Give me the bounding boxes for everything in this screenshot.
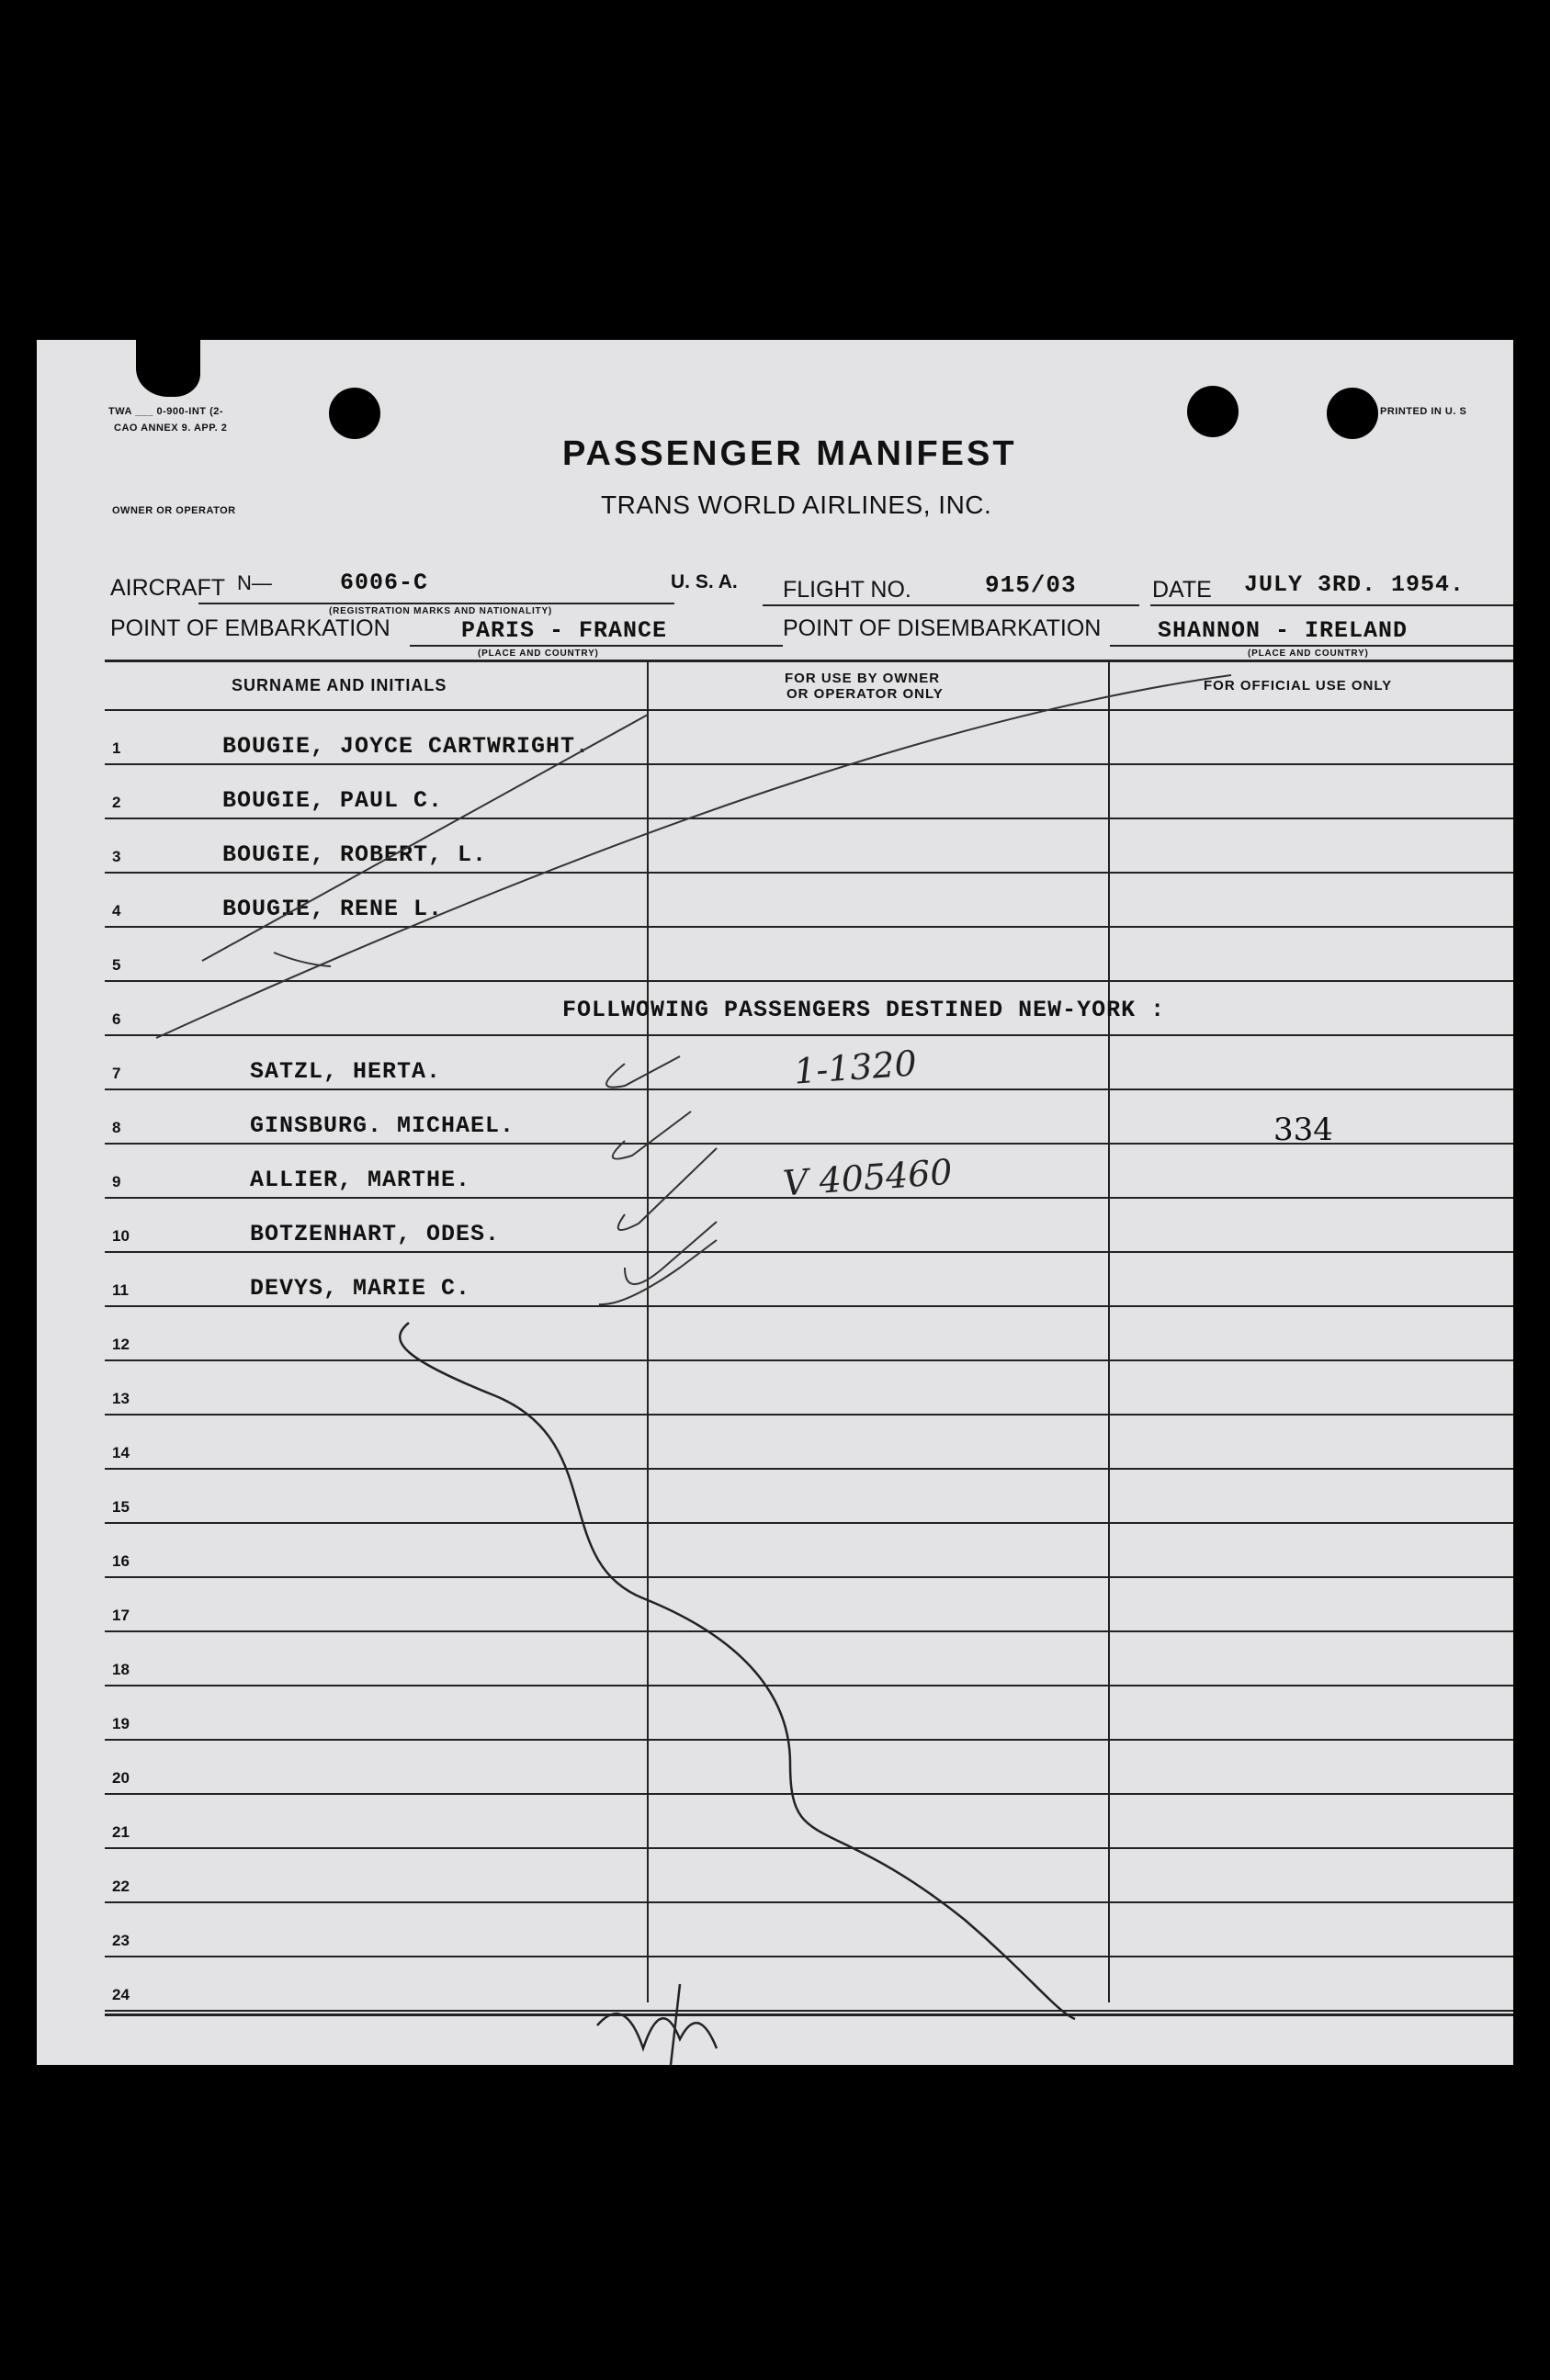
row-number: 7 <box>112 1065 121 1082</box>
row-number: 13 <box>112 1390 130 1407</box>
manifest-page <box>37 340 1513 2065</box>
row-number: 17 <box>112 1607 130 1624</box>
embark-caption: (PLACE AND COUNTRY) <box>478 649 599 659</box>
wavy-line <box>400 1323 1075 2019</box>
col-header-owner-line1: FOR USE BY OWNER <box>785 671 941 686</box>
flight-label: FLIGHT NO. <box>783 577 911 603</box>
following-passengers-note: FOLLWOWING PASSENGERS DESTINED NEW-YORK : <box>562 997 1166 1023</box>
country-label: U. S. A. <box>671 571 738 592</box>
row-number: 20 <box>112 1769 130 1787</box>
owner-label: OWNER OR OPERATOR <box>112 505 236 516</box>
page-title: PASSENGER MANIFEST <box>562 434 1017 473</box>
row-number: 14 <box>112 1444 130 1461</box>
row-number: 15 <box>112 1498 130 1516</box>
registration-caption: (REGISTRATION MARKS AND NATIONALITY) <box>329 606 553 616</box>
row-number: 3 <box>112 848 121 865</box>
strike-line-1 <box>202 715 648 961</box>
official-number: 334 <box>1273 1111 1333 1148</box>
col-header-surname: SURNAME AND INITIALS <box>232 676 447 694</box>
row-number: 2 <box>112 794 121 811</box>
row-number: 19 <box>112 1715 130 1732</box>
airline-name: TRANS WORLD AIRLINES, INC. <box>601 491 992 519</box>
disembark-caption: (PLACE AND COUNTRY) <box>1248 649 1369 659</box>
row-number: 8 <box>112 1119 121 1136</box>
passenger-name: BOUGIE, ROBERT, L. <box>222 841 488 868</box>
row-number: 16 <box>112 1552 130 1570</box>
passenger-name: SATZL, HERTA. <box>250 1058 442 1085</box>
passenger-name: BOUGIE, PAUL C. <box>222 787 444 814</box>
aircraft-label: AIRCRAFT <box>110 575 225 601</box>
passenger-name: BOUGIE, RENE L. <box>222 896 444 922</box>
row-number: 12 <box>112 1336 130 1353</box>
row-number: 22 <box>112 1878 130 1895</box>
check-mark <box>613 1111 691 1159</box>
passenger-name: BOUGIE, JOYCE CARTWRIGHT. <box>222 733 591 760</box>
passenger-name: BOTZENHART, ODES. <box>250 1221 501 1247</box>
form-code-line2: CAO ANNEX 9. APP. 2 <box>114 423 228 434</box>
disembark-label: POINT OF DISEMBARKATION <box>783 615 1102 641</box>
check-mark <box>606 1056 680 1088</box>
row-number: 24 <box>112 1986 130 2003</box>
aircraft-value: 6006-C <box>340 570 429 596</box>
handwritten-ticket-1: 1-1320 <box>792 1043 919 1092</box>
flight-value: 915/03 <box>985 571 1077 599</box>
passenger-name: DEVYS, MARIE C. <box>250 1275 471 1302</box>
embark-value: PARIS - FRANCE <box>461 617 668 644</box>
aircraft-prefix: N— <box>237 571 272 594</box>
row-number: 10 <box>112 1227 130 1245</box>
row-number: 21 <box>112 1823 130 1841</box>
embark-label: POINT OF EMBARKATION <box>110 615 390 641</box>
strike-line-2 <box>156 675 1231 1038</box>
col-header-owner-line2: OR OPERATOR ONLY <box>786 686 944 702</box>
printed-label: PRINTED IN U. S <box>1380 406 1467 417</box>
date-value: JULY 3RD. 1954. <box>1244 571 1465 598</box>
row-number: 9 <box>112 1173 121 1190</box>
handwritten-ticket-2: V 405460 <box>781 1151 954 1204</box>
disembark-value: SHANNON - IRELAND <box>1158 617 1409 644</box>
row-number: 4 <box>112 902 121 919</box>
passenger-name: GINSBURG. MICHAEL. <box>250 1112 515 1139</box>
row-number: 6 <box>112 1010 121 1028</box>
pen-strokes <box>37 340 1513 2065</box>
row-number: 5 <box>112 956 121 974</box>
col-header-official: FOR OFFICIAL USE ONLY <box>1204 678 1393 694</box>
row-number: 23 <box>112 1932 130 1949</box>
signature-scrawl <box>597 1984 717 2065</box>
check-mark <box>618 1148 717 1230</box>
row-number: 1 <box>112 739 121 757</box>
row-number: 11 <box>112 1281 129 1299</box>
form-code-line1: TWA ___ 0-900-INT (2- <box>108 406 224 417</box>
passenger-name: ALLIER, MARTHE. <box>250 1167 471 1193</box>
date-label: DATE <box>1152 577 1212 603</box>
row-number: 18 <box>112 1661 130 1678</box>
